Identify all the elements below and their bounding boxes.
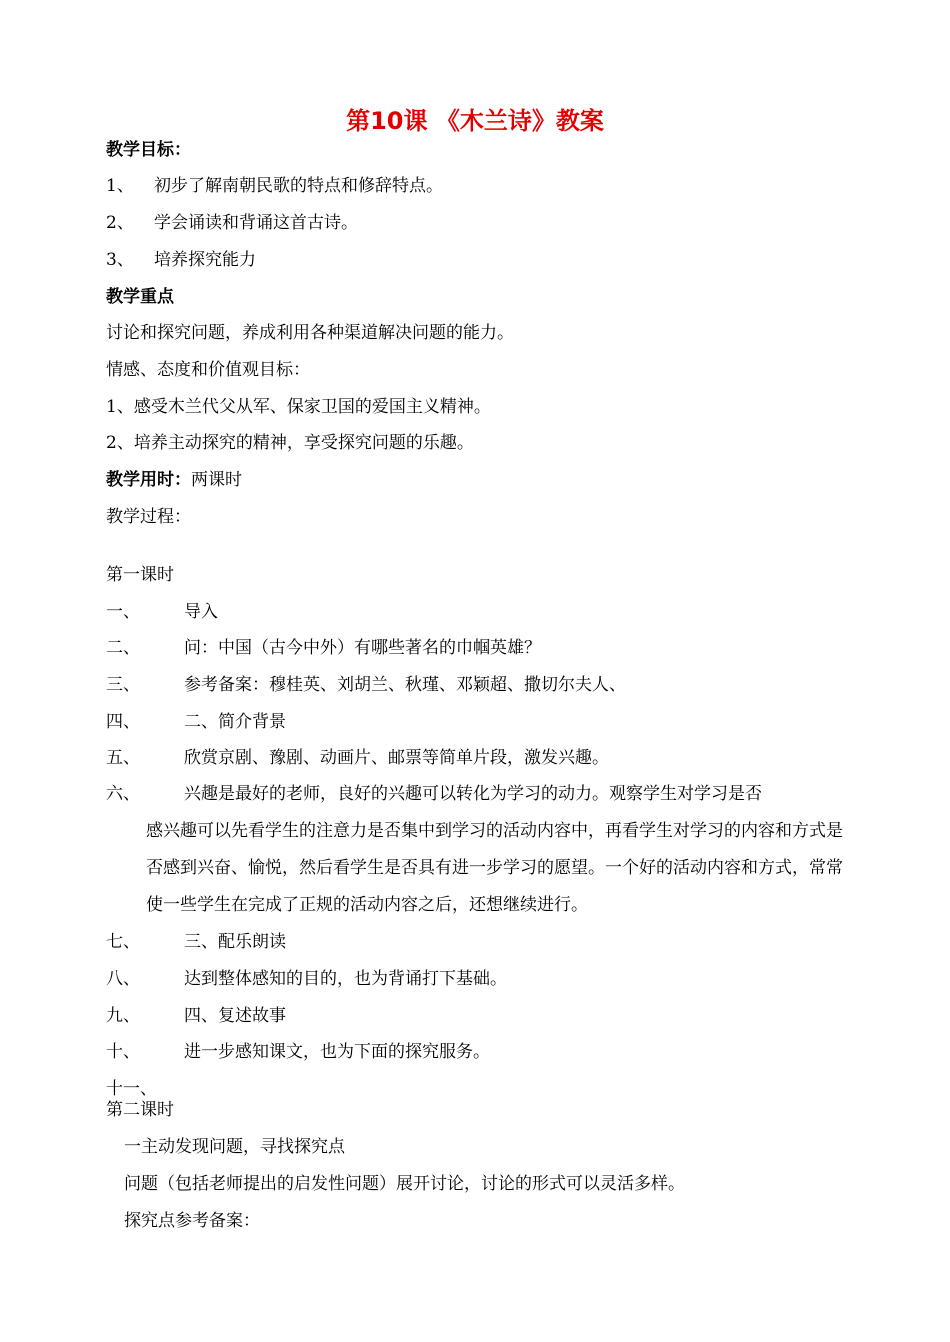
step-item [106,600,218,624]
step-text: 四、复述故事 [184,1006,286,1026]
step-item [106,746,609,770]
emotion-heading: 情感、态度和价值观目标： [106,360,310,380]
step-number: 二、 [106,638,140,658]
step-text: 参考备案：穆桂英、刘胡兰、秋瑾、邓颖超、撒切尔夫人、 [184,675,626,695]
goal-number: 1、 [106,176,134,196]
goal-item [106,248,256,272]
lesson2-heading: 第二课时 [106,1100,174,1120]
lesson1-heading: 第一课时 [106,565,174,585]
goal-number: 2、 [106,213,134,233]
step-paragraph [106,776,846,924]
goal-number: 3、 [106,250,134,270]
step-number: 三、 [106,675,140,695]
step-item [106,673,626,697]
emotion-item: 2、培养主动探究的精神，享受探究问题的乐趣。 [106,433,474,453]
goal-item [106,174,443,198]
process-heading: 教学过程： [106,507,191,527]
goal-text: 学会诵读和背诵这首古诗。 [154,213,358,233]
step-number: 八、 [106,969,140,989]
step-number: 十、 [106,1042,140,1062]
lesson2-line: 问题（包括老师提出的启发性问题）展开讨论，讨论的形式可以灵活多样。 [124,1174,685,1194]
step-item [106,930,286,954]
step-item [106,1004,286,1028]
step-number: 五、 [106,748,140,768]
step-number: 十一、 [106,1079,157,1099]
step-text: 达到整体感知的目的，也为背诵打下基础。 [184,969,507,989]
step-number: 四、 [106,712,140,732]
step-number: 九、 [106,1006,140,1026]
step-number: 七、 [106,932,140,952]
lesson-time-value: 两课时 [191,470,242,490]
step-text-first: 兴趣是最好的老师，良好的兴趣可以转化为学习的动力。观察学生对学习是否 [184,784,762,804]
goals-heading: 教学目标： [106,140,191,160]
focus-text: 讨论和探究问题，养成利用各种渠道解决问题的能力。 [106,323,514,343]
step-text-rest: 感兴趣可以先看学生的注意力是否集中到学习的活动内容中，再看学生对学习的内容和方式是否感到兴奋、愉悦，然后看学生是否具有进一步学习的愿望。一个好的活动内容和方式，常常使一些学生在完成了正规的活动内容之后，还想继续进行。 [146,821,843,915]
step-text: 欣赏京剧、豫剧、动画片、邮票等简单片段，激发兴趣。 [184,748,609,768]
goal-text: 培养探究能力 [154,250,256,270]
goal-text: 初步了解南朝民歌的特点和修辞特点。 [154,176,443,196]
lesson-time [106,468,242,492]
step-text: 问：中国（古今中外）有哪些著名的巾帼英雄？ [184,638,541,658]
step-item [106,967,507,991]
step-text: 进一步感知课文，也为下面的探究服务。 [184,1042,490,1062]
goal-item [106,211,358,235]
lesson2-line: 一主动发现问题，寻找探究点 [124,1137,345,1157]
step-item [106,710,286,734]
lesson2-line: 探究点参考备案： [124,1211,260,1231]
emotion-item: 1、感受木兰代父从军、保家卫国的爱国主义精神。 [106,397,491,417]
step-number: 一、 [106,602,140,622]
step-text: 导入 [184,602,218,622]
lesson-time-label: 教学用时： [106,470,191,490]
focus-heading: 教学重点 [106,287,174,307]
step-text: 三、配乐朗读 [184,932,286,952]
step-text: 二、简介背景 [184,712,286,732]
step-item [106,636,541,660]
page-title: 第10课 《木兰诗》教案 [346,107,604,135]
step-item [106,1040,490,1064]
step-number: 六、 [106,784,140,804]
